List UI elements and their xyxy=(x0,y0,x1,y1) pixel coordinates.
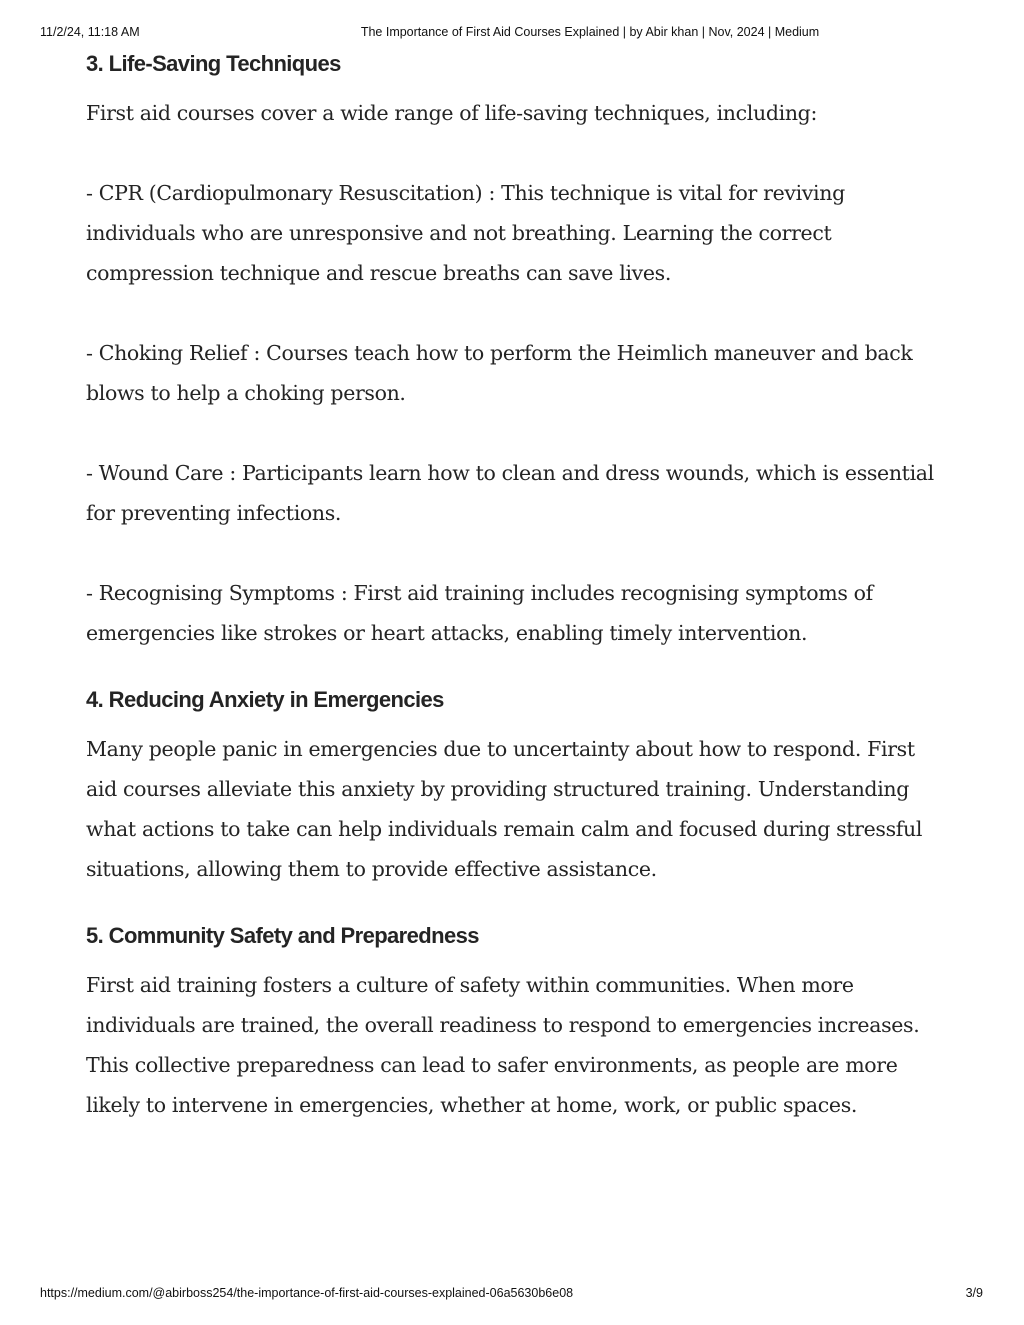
list-item-choking: - Choking Relief : Courses teach how to perform the Heimlich maneuver and back blows to help a choking person. xyxy=(86,341,913,405)
list-item-symptoms: - Recognising Symptoms : First aid training includes recognising symptoms of emergencies like strokes or heart attacks, enabling timely intervention. xyxy=(86,581,873,645)
anxiety-paragraph: Many people panic in emergencies due to uncertainty about how to respond. First aid courses alleviate this anxiety by providing structured training. Understanding what actions to take can help individuals remain calm and focused during stressful situations, allowing them to provide effective assistance. xyxy=(86,737,923,881)
article-body xyxy=(86,48,946,1125)
paragraph-gap xyxy=(86,413,946,453)
paragraph-gap xyxy=(86,133,946,173)
list-item-cpr: - CPR (Cardiopulmonary Resuscitation) : This technique is vital for reviving individuals who are unresponsive and not breathing. Learning the correct compression technique and rescue breaths can save lives. xyxy=(86,181,845,285)
paragraph-gap xyxy=(86,293,946,333)
print-date: 11/2/24, 11:18 AM xyxy=(40,25,140,39)
print-url: https://medium.com/@abirboss254/the-importance-of-first-aid-courses-explained-06a5630b6e08 xyxy=(40,1286,574,1300)
section-heading-community: 5. Community Safety and Preparedness xyxy=(86,923,479,948)
paragraph-gap xyxy=(86,533,946,573)
life-saving-intro: First aid courses cover a wide range of life-saving techniques, including: xyxy=(86,101,818,125)
print-footer xyxy=(0,1286,1024,1302)
print-header xyxy=(0,25,1024,41)
section-heading-anxiety: 4. Reducing Anxiety in Emergencies xyxy=(86,687,444,712)
section-heading-life-saving: 3. Life-Saving Techniques xyxy=(86,51,341,76)
print-page-title: The Importance of First Aid Courses Explained | by Abir khan | Nov, 2024 | Medium xyxy=(360,25,820,39)
print-page-number: 3/9 xyxy=(965,1286,983,1300)
list-item-wound-care: - Wound Care : Participants learn how to clean and dress wounds, which is essential for preventing infections. xyxy=(86,461,934,525)
community-paragraph: First aid training fosters a culture of safety within communities. When more individuals are trained, the overall readiness to respond to emergencies increases. This collective preparedness can lead to safer environments, as people are more likely to intervene in emergencies, whether at home, work, or public spaces. xyxy=(86,973,920,1117)
